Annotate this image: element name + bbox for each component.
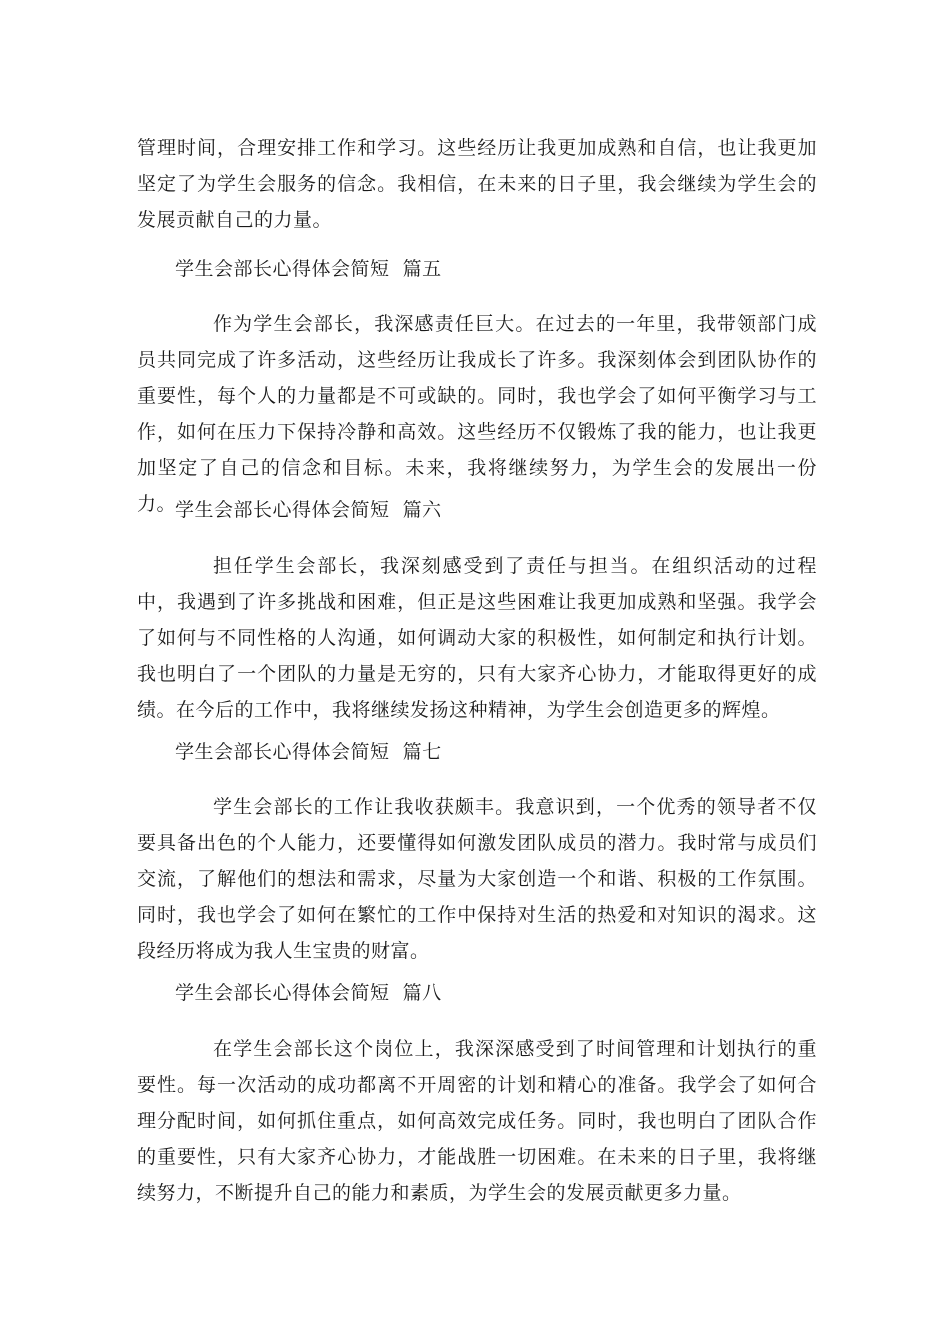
section-heading-8: 学生会部长心得体会简短 篇八 [175,982,442,1004]
section-heading-5: 学生会部长心得体会简短 篇五 [175,258,442,280]
section-heading-7: 学生会部长心得体会简短 篇七 [175,741,442,763]
intro-paragraph: 管理时间，合理安排工作和学习。这些经历让我更加成熟和自信，也让我更加坚定了为学生会服务的信念。我相信，在未来的日子里，我会继续为学生会的发展贡献自己的力量。 [137,137,817,231]
section-body-7: 学生会部长的工作让我收获颇丰。我意识到，一个优秀的领导者不仅要具备出色的个人能力，还要懂得如何激发团队成员的潜力。我时常与成员们交流，了解他们的想法和需求，尽量为大家创造一个和谐、积极的工作氛围。同时，我也学会了如何在繁忙的工作中保持对生活的热爱和对知识的渴求。这段经历将成为我人生宝贵的财富。 [137,796,817,962]
section-body-8: 在学生会部长这个岗位上，我深深感受到了时间管理和计划执行的重要性。每一次活动的成功都离不开周密的计划和精心的准备。我学会了如何合理分配时间，如何抓住重点，如何高效完成任务。同时，我也明白了团队合作的重要性，只有大家齐心协力，才能战胜一切困难。在未来的日子里，我将继续努力，不断提升自己的能力和素质，为学生会的发展贡献更多力量。 [137,1038,817,1204]
section-body-5: 作为学生会部长，我深感责任巨大。在过去的一年里，我带领部门成员共同完成了许多活动，这些经历让我成长了许多。我深刻体会到团队协作的重要性，每个人的力量都是不可或缺的。同时，我也学会了如何平衡学习与工作，如何在压力下保持冷静和高效。这些经历不仅锻炼了我的能力，也让我更加坚定了自己的信念和目标。未来，我将继续努力，为学生会的发展出一份力。 [137,313,817,515]
section-heading-6: 学生会部长心得体会简短 篇六 [175,499,442,521]
section-body-6: 担任学生会部长，我深刻感受到了责任与担当。在组织活动的过程中，我遇到了许多挑战和困难，但正是这些困难让我更加成熟和坚强。我学会了如何与不同性格的人沟通，如何调动大家的积极性，如何制定和执行计划。我也明白了一个团队的力量是无穷的，只有大家齐心协力，才能取得更好的成绩。在今后的工作中，我将继续发扬这种精神，为学生会创造更多的辉煌。 [137,555,817,721]
